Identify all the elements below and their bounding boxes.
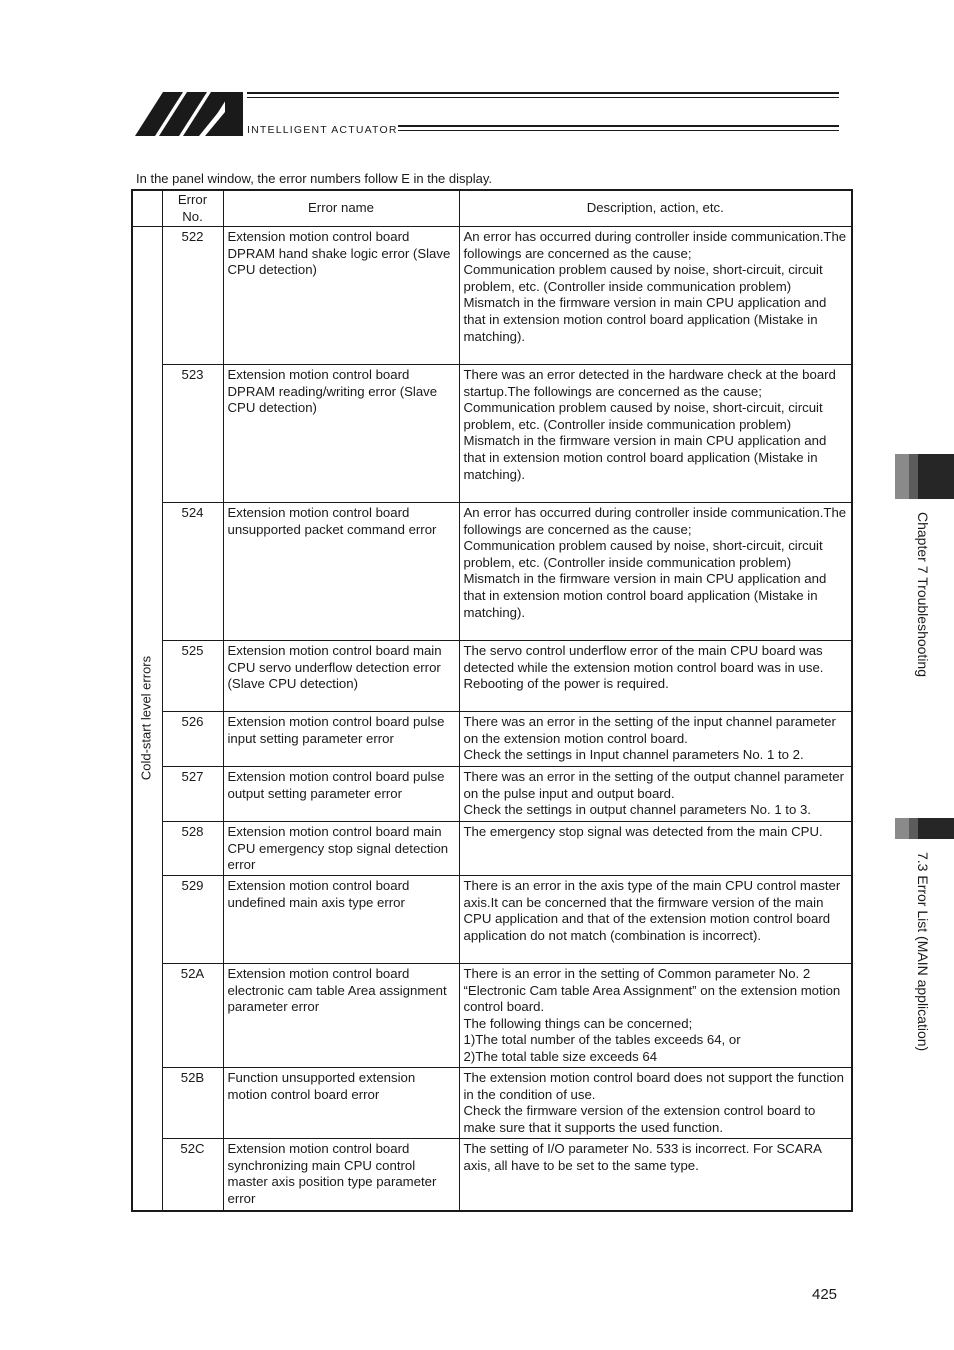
description-line: Check the settings in output channel parameters No. 1 to 3.: [463, 802, 811, 818]
description-line: The following things can be concerned;: [463, 1015, 693, 1031]
table-row: [132, 767, 852, 822]
section-side-label: 7.3 Error List (MAIN application): [915, 852, 931, 1052]
section-tab-mid: [909, 818, 918, 839]
table-row: [132, 712, 852, 767]
description-line: The setting of I/O parameter No. 533 is incorrect. For SCARA axis, all have to be set to the same type.: [463, 1141, 822, 1173]
description-line: The servo control underflow error of the main CPU board was detected while the extension motion control board was in use.: [463, 643, 824, 675]
table-row: [132, 1068, 852, 1139]
description-line: The extension motion control board does not support the function in the condition of use.: [463, 1070, 844, 1102]
description-line: Communication problem caused by noise, short-circuit, circuit problem, etc. (Controller inside communication problem): [463, 538, 823, 570]
chapter-tab-light: [895, 454, 909, 499]
description-line: There is an error in the axis type of the main CPU control master axis.It can be concerned that the firmware version of the main CPU application and that of the extension motion control board application do not match (combination is incorrect).: [463, 878, 841, 943]
error-number: 52B: [162, 1068, 223, 1139]
table-row: [132, 1139, 852, 1211]
chapter-tab-mid: [909, 454, 918, 499]
error-name: Extension motion control board undefined main axis type error: [223, 876, 459, 964]
table-row: [132, 964, 852, 1068]
page-number: 425: [812, 1286, 838, 1303]
table-row: [132, 822, 852, 876]
error-number: 528: [162, 822, 223, 876]
error-description: [459, 822, 852, 876]
description-line: An error has occurred during controller inside communication.The followings are concerned as the cause;: [463, 229, 847, 261]
error-number: 52C: [162, 1139, 223, 1211]
table-header-row: [132, 190, 852, 227]
error-table: [131, 189, 853, 1212]
table-row: [132, 365, 852, 503]
error-number: 522: [162, 227, 223, 365]
error-number: 529: [162, 876, 223, 964]
section-tab-light: [895, 818, 909, 839]
header-rule-top-1: [247, 92, 839, 94]
chapter-tab-dark: [918, 454, 954, 499]
error-name: Extension motion control board pulse output setting parameter error: [223, 767, 459, 822]
description-line: There is an error in the setting of Common parameter No. 2 “Electronic Cam table Area Assignment” on the extension motion control board.: [463, 966, 841, 1015]
description-line: Communication problem caused by noise, short-circuit, circuit problem, etc. (Controller inside communication problem): [463, 262, 823, 294]
header-error-no: [162, 190, 223, 227]
table-row: [132, 876, 852, 964]
category-label: Cold-start level errors: [138, 656, 154, 781]
error-description: [459, 503, 852, 641]
description-line: Check the firmware version of the extension control board to make sure that it supports the used function.: [463, 1103, 816, 1135]
description-line: Rebooting of the power is required.: [463, 676, 669, 692]
chapter-side-label: Chapter 7 Troubleshooting: [915, 512, 931, 677]
error-name: Extension motion control board synchronizing main CPU control master axis position type parameter error: [223, 1139, 459, 1211]
brand-text: INTELLIGENT ACTUATOR: [247, 124, 398, 136]
description-line: 1)The total number of the tables exceeds 64, or: [463, 1032, 741, 1048]
error-number: 524: [162, 503, 223, 641]
error-name: Function unsupported extension motion control board error: [223, 1068, 459, 1139]
section-tab-dark: [918, 818, 954, 839]
error-number: 527: [162, 767, 223, 822]
header-error-name: Error name: [223, 190, 459, 227]
error-number: 525: [162, 641, 223, 712]
description-line: There was an error in the setting of the input channel parameter on the extension motion control board.: [463, 714, 836, 746]
description-line: Check the settings in Input channel parameters No. 1 to 2.: [463, 747, 804, 763]
header-description: Description, action, etc.: [459, 190, 852, 227]
error-description: [459, 1139, 852, 1211]
error-description: [459, 876, 852, 964]
error-name: Extension motion control board main CPU emergency stop signal detection error: [223, 822, 459, 876]
table-row: [132, 641, 852, 712]
error-description: [459, 964, 852, 1068]
error-number: 523: [162, 365, 223, 503]
error-number: 52A: [162, 964, 223, 1068]
description-line: There was an error detected in the hardware check at the board startup.The followings are concerned as the cause;: [463, 367, 836, 399]
error-description: [459, 365, 852, 503]
description-line: There was an error in the setting of the output channel parameter on the pulse input and output board.: [463, 769, 844, 801]
table-row: [132, 503, 852, 641]
error-description: [459, 641, 852, 712]
error-name: Extension motion control board DPRAM hand shake logic error (Slave CPU detection): [223, 227, 459, 365]
intro-text: In the panel window, the error numbers follow E in the display.: [136, 171, 493, 186]
error-name: Extension motion control board DPRAM reading/writing error (Slave CPU detection): [223, 365, 459, 503]
error-name: Extension motion control board unsupported packet command error: [223, 503, 459, 641]
header-rule-top-2: [247, 97, 839, 98]
description-line: Mismatch in the firmware version in main CPU application and that in extension motion control board application (Mistake in matching).: [463, 433, 827, 482]
error-name: Extension motion control board electronic cam table Area assignment parameter error: [223, 964, 459, 1068]
error-name: Extension motion control board pulse input setting parameter error: [223, 712, 459, 767]
header-error-no-label: Error No.: [177, 191, 208, 224]
error-number: 526: [162, 712, 223, 767]
table-body: [132, 227, 852, 1211]
error-name: Extension motion control board main CPU servo underflow detection error (Slave CPU detection): [223, 641, 459, 712]
description-line: An error has occurred during controller inside communication.The followings are concerned as the cause;: [463, 505, 847, 537]
error-description: [459, 767, 852, 822]
description-line: Communication problem caused by noise, short-circuit, circuit problem, etc. (Controller inside communication problem): [463, 400, 823, 432]
description-line: Mismatch in the firmware version in main CPU application and that in extension motion control board application (Mistake in matching).: [463, 295, 827, 344]
error-description: [459, 1068, 852, 1139]
error-description: [459, 227, 852, 365]
error-description: [459, 712, 852, 767]
ia-logo-icon: [135, 90, 247, 136]
description-line: The emergency stop signal was detected from the main CPU.: [463, 824, 823, 839]
description-line: Mismatch in the firmware version in main CPU application and that in extension motion control board application (Mistake in matching).: [463, 571, 827, 620]
category-cell: [132, 227, 162, 1211]
header-category: [132, 190, 162, 227]
table-row: [132, 227, 852, 365]
header-rule-bottom-2: [398, 130, 839, 131]
description-line: 2)The total table size exceeds 64: [463, 1048, 658, 1064]
header-rule-bottom-1: [398, 125, 839, 127]
